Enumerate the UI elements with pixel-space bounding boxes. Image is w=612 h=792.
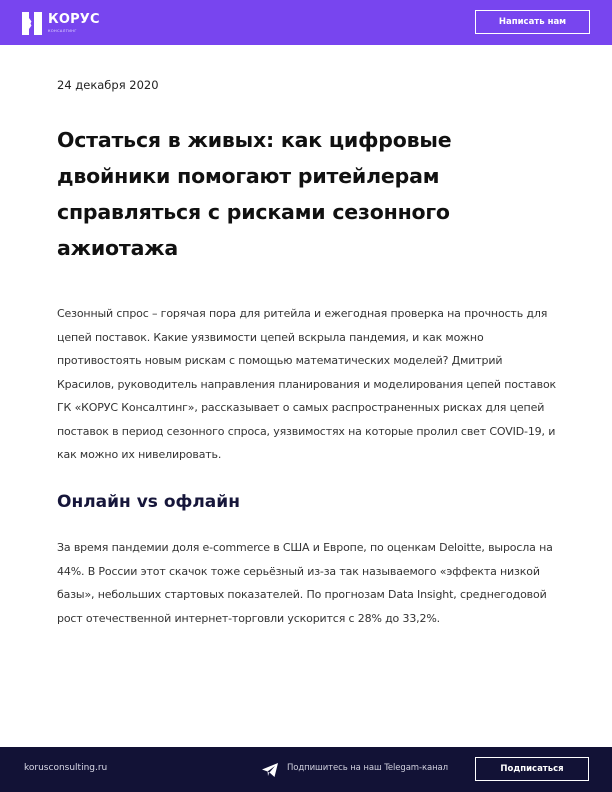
subscribe-button[interactable]: Подписаться <box>475 757 589 781</box>
site-header <box>0 0 612 45</box>
logo-subtitle: КОНСАЛТИНГ <box>48 28 77 33</box>
site-link[interactable]: korusconsulting.ru <box>24 763 108 773</box>
telegram-icon[interactable] <box>262 763 278 777</box>
article-date: 24 декабря 2020 <box>57 78 159 92</box>
logo-name: КОРУС <box>48 11 100 27</box>
site-footer <box>0 747 612 792</box>
logo[interactable] <box>22 11 100 35</box>
section-heading: Онлайн vs офлайн <box>57 492 240 512</box>
article-intro: Сезонный спрос – горячая пора для ритейла и ежегодная проверка на прочность для цепей поставок. Какие уязвимости цепей вскрыла пандемия, и как можно противостоять новым рискам с помощью математических моделей? Дмитрий Красилов, руководитель направления планирования и моделирования цепей поставок ГК «КОРУС Консалтинг», рассказывает о самых распространенных рисках для цепей поставок в период сезонного спроса, уязвимостях на которые пролил свет COVID-19, и как можно их нивелировать. <box>57 307 557 461</box>
section-text: За время пандемии доля e-commerce в США и Европе, по оценкам Deloitte, выросла на 44%. В России этот скачок тоже серьёзный из-за так называемого «эффекта низкой базы», небольших стартовых показателей. По прогнозам Data Insight, среднегодовой рост отечественной интернет-торговли ускорится с 28% до 33,2%. <box>57 541 553 625</box>
write-us-button[interactable]: Написать нам <box>475 10 590 34</box>
telegram-subscribe-text[interactable]: Подпишитесь на наш Telegam-канал <box>287 763 448 773</box>
korus-logo-icon <box>22 12 42 35</box>
article-title: Остаться в живых: как цифровые двойники помогают ритейлерам справляться с рисками сезонного ажиотажа <box>57 128 452 260</box>
